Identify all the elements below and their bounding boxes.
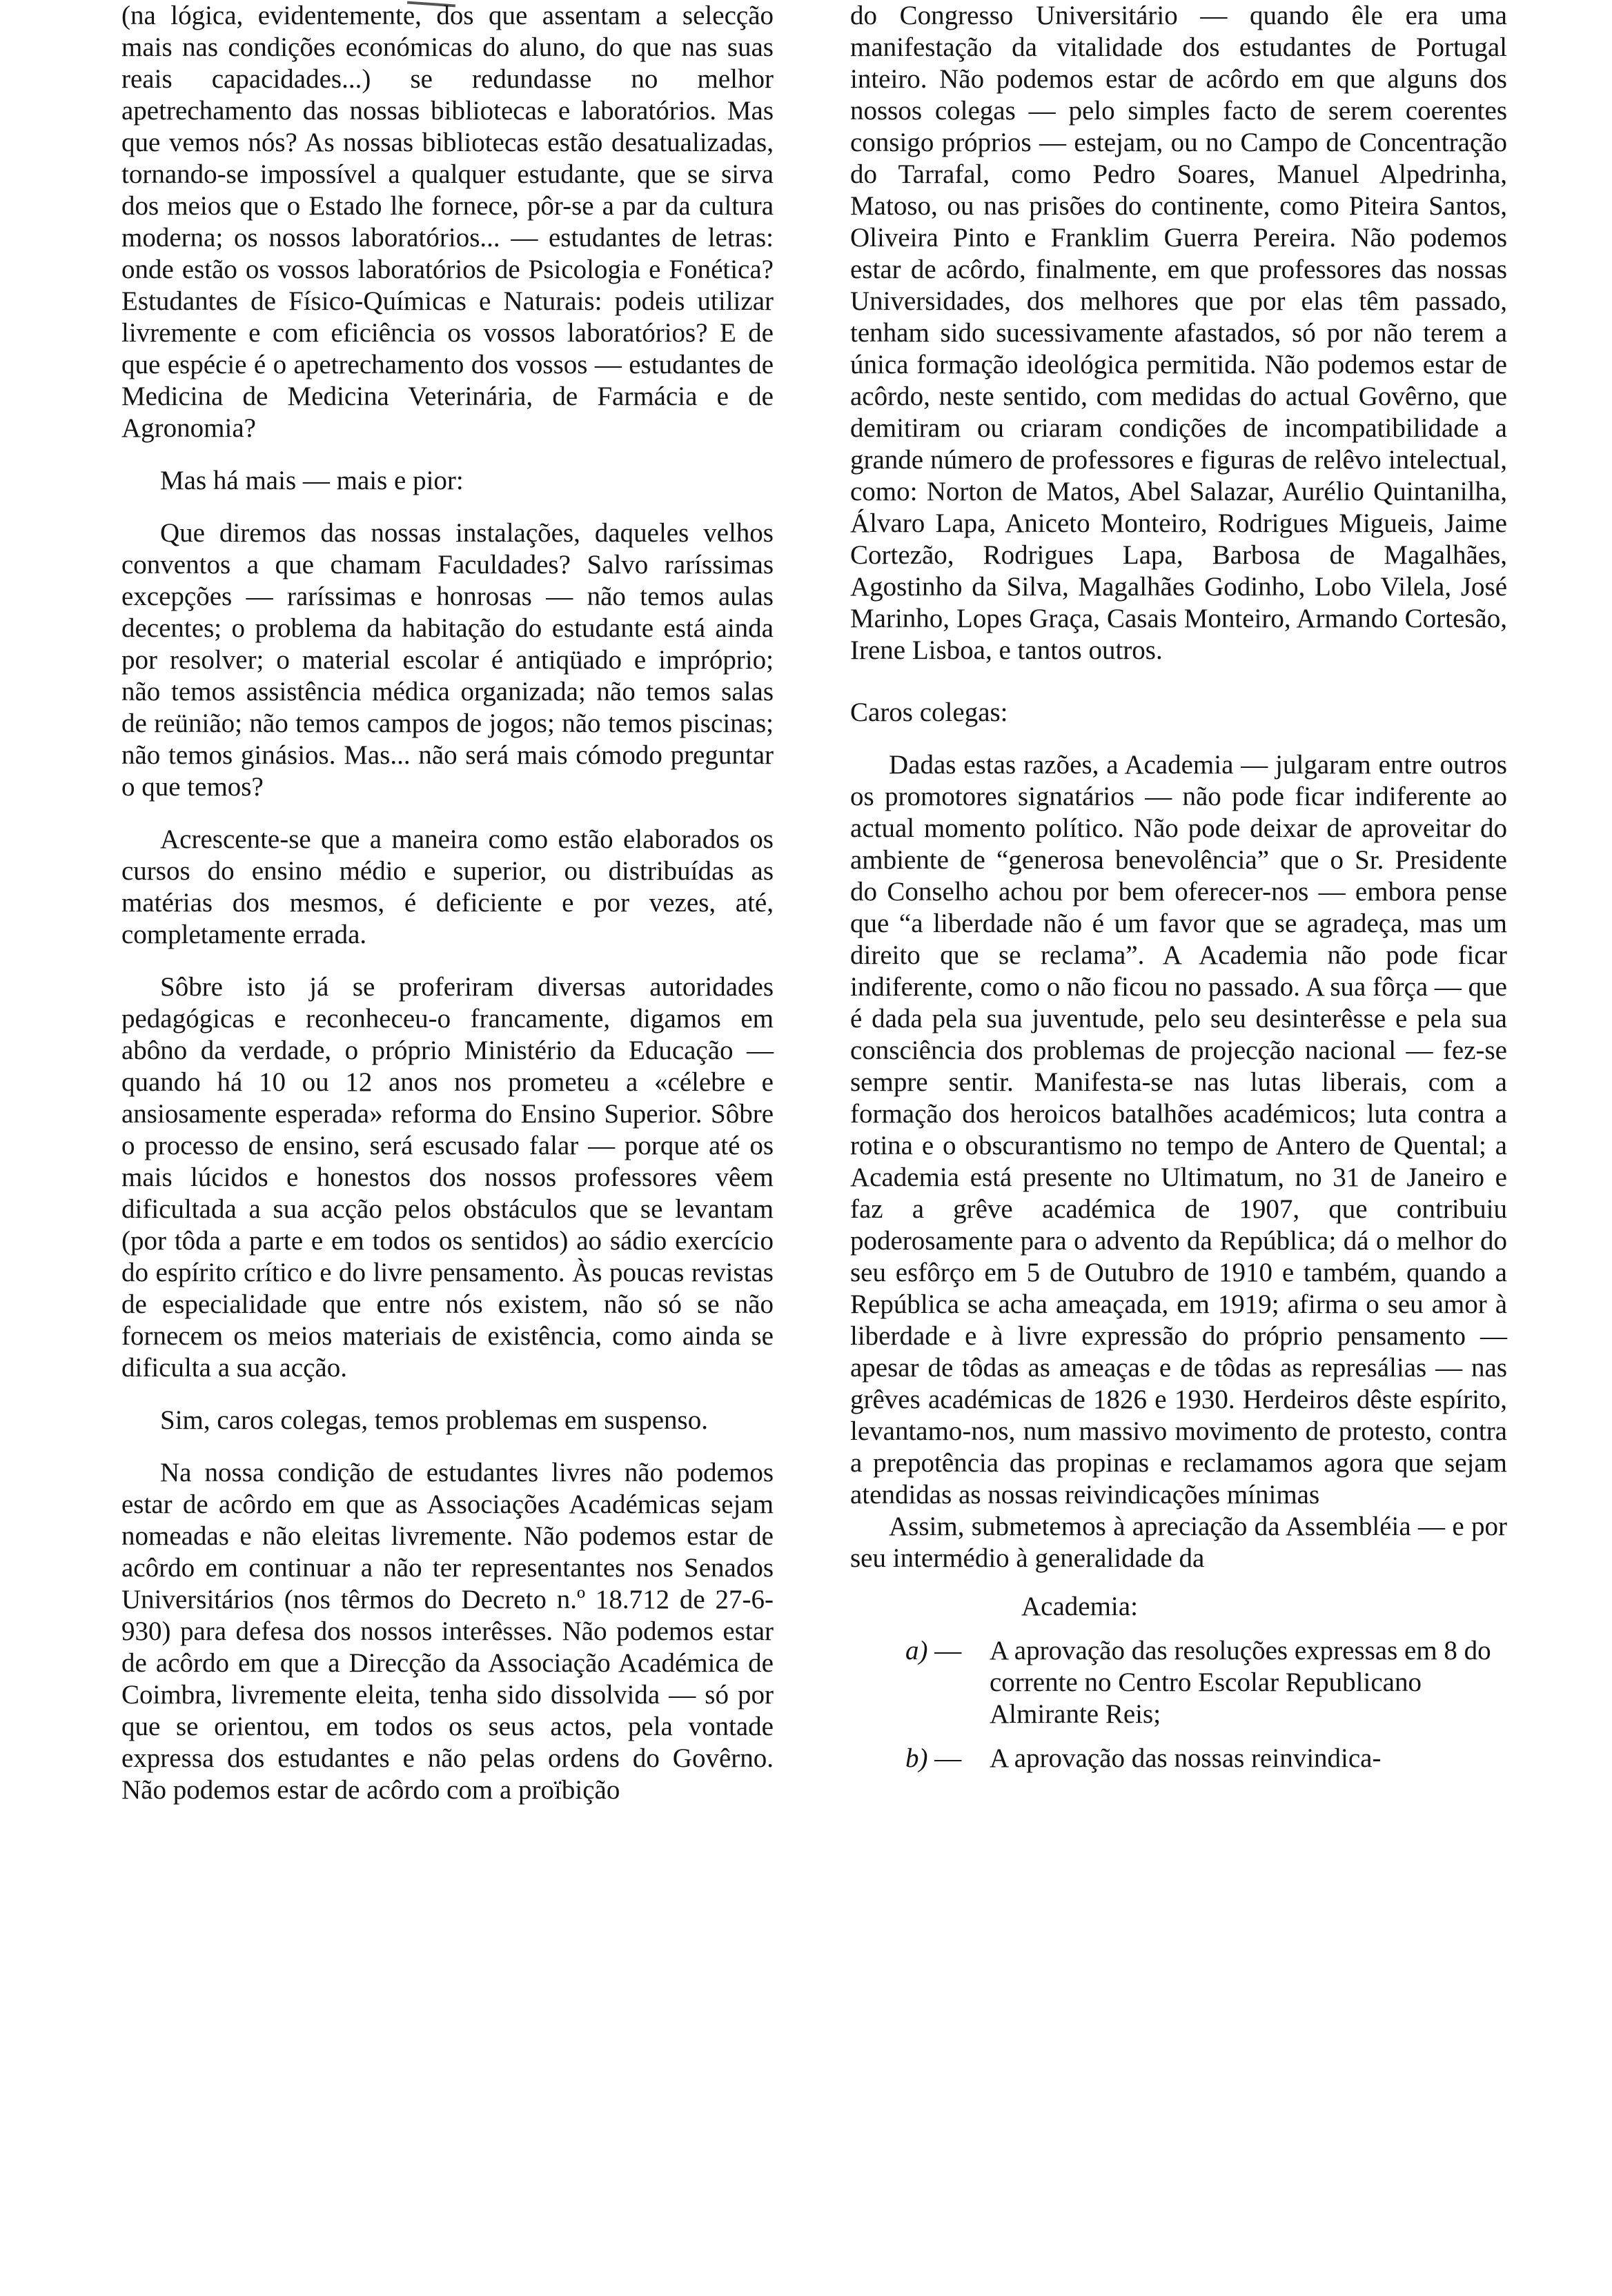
paragraph-congresso: do Congresso Universitário — quando êle era uma manifestação da vitalidade dos estudantes de Portugal inteiro. Não podemos estar de acôrdo em que alguns dos nossos colegas — pelo simples facto de serem coerentes consigo próprios — estejam, ou no Campo de Concentração do Tarrafal, como Pedro Soares, Manuel Alpedrinha, Matoso, ou nas prisões do continente, como Piteira Santos, Oliveira Pinto e Franklim Guerra Pereira. Não podemos estar de acôrdo, finalmente, em que professores das nossas Universidades, dos melhores que por elas têm passado, tenham sido sucessivamente afastados, só por não terem a única formação ideológica permitida. Não podemos estar de acôrdo, neste sentido, com medidas do actual Govêrno, que demitiram ou criaram condições de incompatibilidade a grande número de professores e figuras de relêvo intelectual, como: Norton de Matos, Abel Salazar, Aurélio Quintanilha, Álvaro Lapa, Aniceto Monteiro, Rodrigues Migueis, Jaime Cortezão, Rodrigues Lapa, Barbosa de Magalhães, Agostinho da Silva, Magalhães Godinho, Lobo Vilela, José Marinho, Lopes Graça, Casais Monteiro, Armando Cortesão, Irene Lisboa, e tantos outros. (850, 1, 1507, 665)
paragraph-bibliotecas: (na lógica, evidentemente, dos que assentam a selecção mais nas condições económicas do aluno, do que nas suas reais capacidades...) se redundasse no melhor apetrechamento das nossas bibliotecas e laboratórios. Mas que vemos nós? As nossas bibliotecas estão desatualizadas, tornando-se impossível a qualquer estudante, que se sirva dos meios que o Estado lhe fornece, pôr-se a par da cultura moderna; os nossos laboratórios... — estudantes de letras: onde estão os vossos laboratórios de Psicologia e Fonética? Estudantes de Físico-Químicas e Naturais: podeis utilizar livremente e com eficiência os vossos laboratórios? E de que espécie é o apetrechamento dos vossos — estudantes de Medicina de Medicina Veterinária, de Farmácia e de Agronomia? (121, 1, 774, 443)
left-column (121, 0, 774, 1806)
paragraph-problemas-em-suspenso: Sim, caros colegas, temos problemas em suspenso. (160, 1405, 708, 1435)
paragraph-mas-ha-mais: Mas há mais — mais e pior: (160, 466, 464, 495)
paragraph-dadas-estas-razoes: Dadas estas razões, a Academia — julgaram entre outros os promotores signatários — não pode ficar indiferente ao actual momento político. Não pode deixar de aproveitar do ambiente de “generosa benevolência” que o Sr. Presidente do Conselho achou por bem oferecer-nos — embora pense que “a liberdade não é um favor que se agradeça, mas um direito que se reclama”. A Academia não pode ficar indiferente, como o não ficou no passado. A sua fôrça — que é dada pela sua juventude, pelo seu desinterêsse e pela sua consciência dos problemas de projecção nacional — fez-se sempre sentir. Manifesta-se nas lutas liberais, com a formação dos heroicos batalhões académicos; luta contra a rotina e o obscurantismo no tempo de Antero de Quental; a Academia está presente no Ultimatum, no 31 de Janeiro e faz a grêve académica de 1907, que contribuiu poderosamente para o advento da República; dá o melhor do seu esfôrço em 5 de Outubro de 1910 e também, quando a República se acha ameaçada, em 1919; afirma o seu amor à liberdade e à livre expressão do próprio pensamento — apesar de tôdas as ameaças e de tôdas as represálias — nas grêves académicas de 1826 e 1930. Herdeiros dêste espírito, levantamo-nos, num massivo movimento de protesto, contra a prepotência das propinas e reclamamos agora que sejam atendidas as nossas reivindicações mínimas (850, 750, 1507, 1510)
list-marker-b: b) — (905, 1743, 962, 1773)
list-item-a-text: A aprovação das resoluções expressas em 8 do corrente no Centro Escolar Republicano Almirante Reis; (990, 1636, 1491, 1729)
paragraph-autoridades-pedagogicas: Sôbre isto já se proferiram diversas autoridades pedagógicas e reconheceu-o francamente, digamos em abôno da verdade, o próprio Ministério da Educação — quando há 10 ou 12 anos nos prometeu a «célebre e ansiosamente esperada» reforma do Ensino Superior. Sôbre o processo de ensino, será escusado falar — porque até os mais lúcidos e honestos dos nossos professores vêem dificultada a sua acção pelos obstáculos que se levantam (por tôda a parte e em todos os sentidos) ao sádio exercício do espírito crítico e do livre pensamento. Às poucas revistas de especialidade que entre nós existem, não só se não fornecem os meios materiais de existência, como ainda se dificulta a sua acção. (121, 972, 774, 1383)
salutation-caros-colegas: Caros colegas: (850, 697, 1008, 727)
paragraph-cursos: Acrescente-se que a maneira como estão elaborados os cursos do ensino médio e superior, ou distribuídas as matérias dos mesmos, é deficiente e por vezes, até, completamente errada. (121, 824, 774, 949)
paragraph-instalacoes: Que diremos das nossas instalações, daqueles velhos conventos a que chamam Faculdades? Salvo raríssimas excepções — raríssimas e honrosas — não temos aulas decentes; o problema da habitação do estudante está ainda por resolver; o material escolar é antiqüado e impróprio; não temos assistência médica organizada; não temos salas de reünião; não temos campos de jogos; não temos piscinas; não temos ginásios. Mas... não será mais cómodo preguntar o que temos? (121, 518, 774, 802)
paragraph-assim-submetemos: Assim, submetemos à apreciação da Assembléia — e por seu intermédio à generalidade da (850, 1512, 1507, 1573)
list-item-b-text: A aprovação das nossas reinvindica- (990, 1743, 1382, 1773)
list-marker-a: a) — (905, 1636, 962, 1665)
academia-heading: Academia: (1021, 1592, 1138, 1621)
right-column (850, 0, 1507, 1774)
paragraph-estudantes-livres: Na nossa condição de estudantes livres não podemos estar de acôrdo em que as Associações Académicas sejam nomeadas e não eleitas livremente. Não podemos estar de acôrdo em continuar a não ter representantes nos Senados Universitários (nos têrmos do Decreto n.º 18.712 de 27-6-930) para defesa dos nossos interêsses. Não podemos estar de acôrdo em que a Direcção da Associação Académica de Coimbra, livremente eleita, tenha sido dissolvida — só por que se orientou, em todos os seus actos, pela vontade expressa dos estudantes e não pelas ordens do Govêrno. Não podemos estar de acôrdo com a proïbição (121, 1458, 774, 1805)
list-item-a (850, 1635, 1507, 1730)
list-item-b (850, 1743, 1507, 1774)
